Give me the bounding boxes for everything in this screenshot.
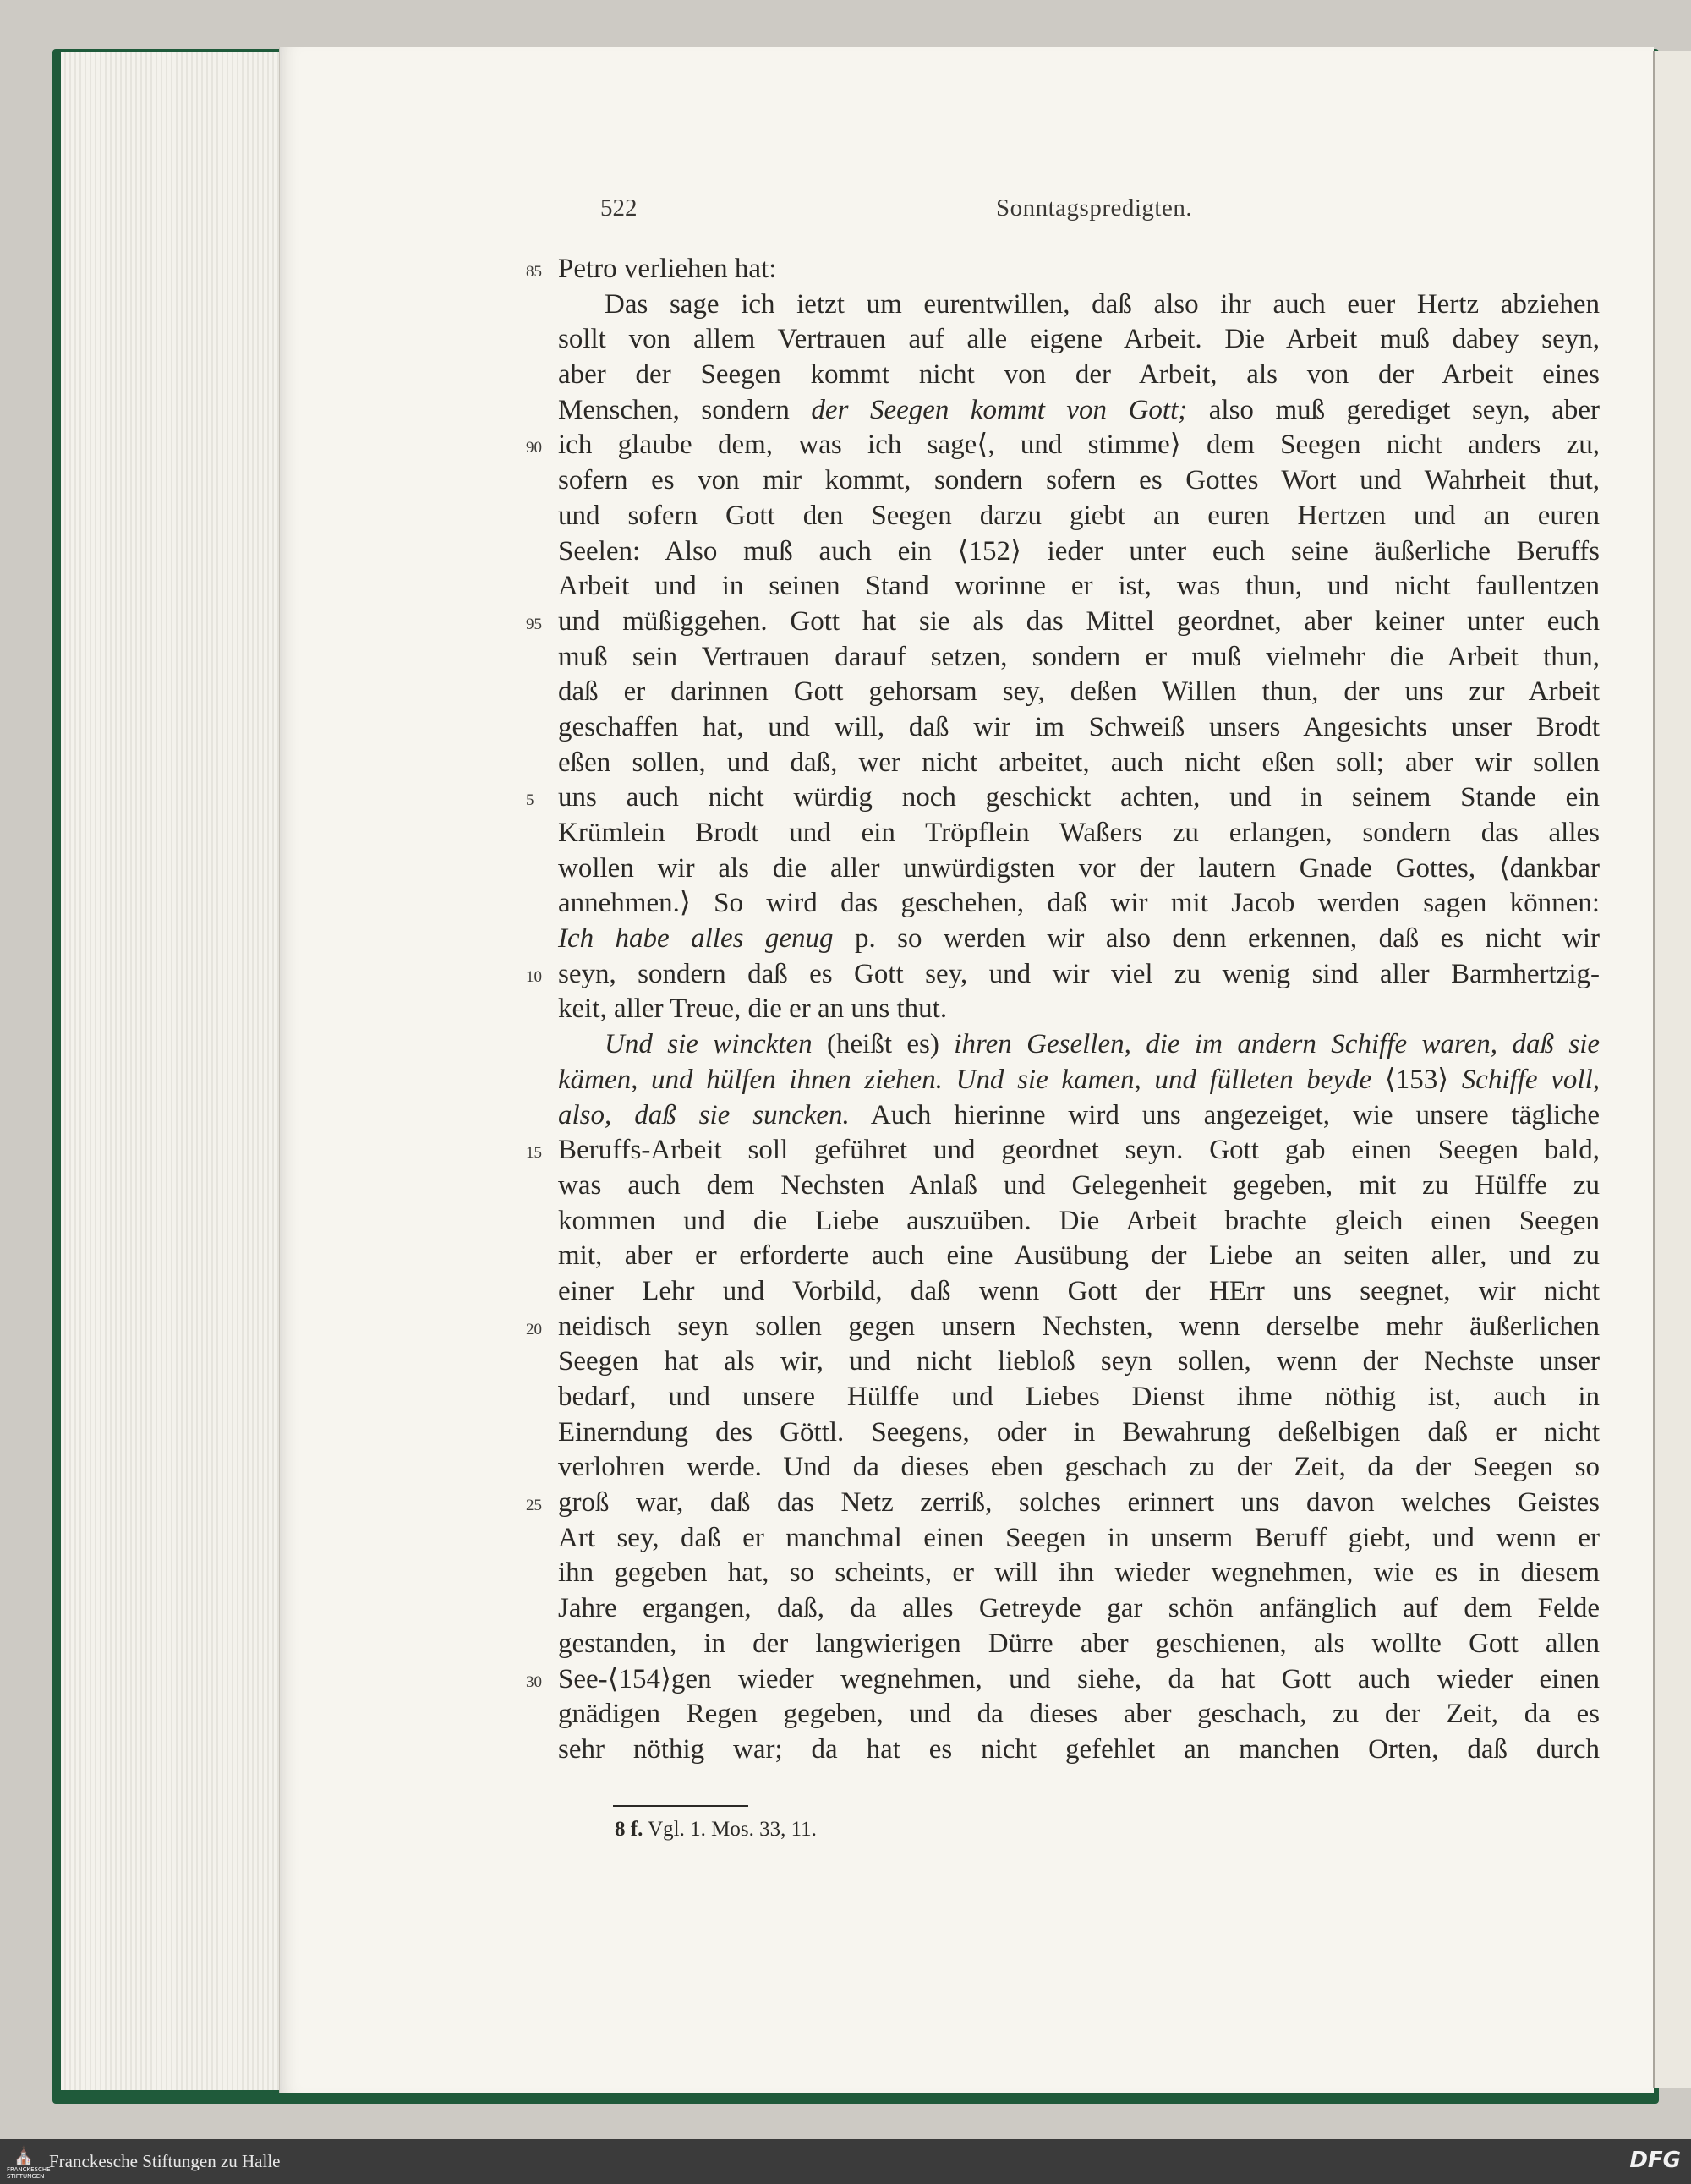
line-text	[558, 1027, 1600, 1063]
text-line	[526, 1662, 1600, 1698]
text-line	[558, 1450, 1600, 1486]
line-text: wollen wir als die aller unwürdigsten vor der lautern Gnade Gottes, ⟨dankbar	[558, 852, 1600, 884]
line-text: kommen und die Liebe auszuüben. Die Arbeit brachte gleich einen Seegen	[558, 1205, 1600, 1236]
line-number: 10	[526, 967, 542, 986]
italic-quote: Schiffe voll,	[1461, 1064, 1600, 1095]
line-text: ich glaube dem, was ich sage⟨, und stimme⟩ dem Seegen nicht anders zu,	[558, 430, 1600, 461]
text-line	[558, 1063, 1600, 1098]
line-text: groß war, daß das Netz zerriß, solches erinnert uns davon welches Geistes	[558, 1487, 1600, 1519]
text-line	[558, 816, 1600, 851]
text-line	[558, 1239, 1600, 1274]
line-text: See-⟨154⟩gen wieder wegnehmen, und siehe, da hat Gott auch wieder einen	[558, 1663, 1600, 1694]
text-line	[526, 252, 1600, 287]
line-text	[558, 393, 1600, 429]
text-line	[558, 710, 1600, 746]
italic-quote: kämen, und hülfen ihnen ziehen. Und sie kamen, und fülleten beyde	[558, 1064, 1372, 1095]
text-line	[558, 1521, 1600, 1557]
text-line	[558, 1556, 1600, 1591]
text-line	[558, 746, 1600, 781]
line-text: seyn, sondern daß es Gott sey, und wir viel zu wenig sind aller Barmhertzig-	[558, 958, 1600, 989]
text-line	[558, 287, 1600, 323]
line-number: 15	[526, 1144, 542, 1163]
text-line	[526, 428, 1600, 463]
facing-page-edge	[1653, 51, 1691, 2088]
line-text: sehr nöthig war; da hat es nicht gefehlet an manchen Orten, daß durch	[558, 1733, 1600, 1765]
text-line	[558, 1732, 1600, 1768]
text-line	[558, 1697, 1600, 1732]
line-text: Einerndung des Göttl. Seegens, oder in Bewahrung deßelbigen daß er nicht	[558, 1416, 1600, 1448]
text-line	[526, 780, 1600, 816]
body-text	[526, 252, 1601, 1768]
text-line	[558, 640, 1600, 676]
footnote-ref: 8 f.	[615, 1818, 643, 1841]
text-line	[526, 957, 1600, 993]
line-text: annehmen.⟩ So wird das geschehen, daß wir mit Jacob werden sagen können:	[558, 888, 1600, 919]
line-text: Art sey, daß er manchmal einen Seegen in unserm Beruff giebt, und wenn er	[558, 1522, 1600, 1553]
line-text: keit, aller Treue, die er an uns thut.	[558, 993, 948, 1025]
text-line	[558, 1204, 1600, 1240]
footnote-rule	[613, 1805, 748, 1807]
line-number: 30	[526, 1672, 542, 1691]
line-text: Seelen: Also muß auch ein ⟨152⟩ ieder unter euch seine äußerliche Beruffs	[558, 535, 1600, 567]
italic-quote: ihren Gesellen, die im andern Schiffe waren, daß sie	[954, 1029, 1601, 1060]
page-edges	[61, 52, 316, 2090]
line-text: mit, aber er erforderte auch eine Ausübung der Liebe an seiten aller, und zu	[558, 1240, 1600, 1272]
line-text: neidisch seyn sollen gegen unsern Nechsten, wenn derselbe mehr äußerlichen	[558, 1311, 1600, 1342]
line-text: bedarf, und unsere Hülffe und Liebes Dienst ihme nöthig ist, auch in	[558, 1382, 1600, 1412]
text-line	[526, 1486, 1600, 1521]
dfg-logo[interactable]: DFG	[1629, 2148, 1681, 2173]
page-number: 522	[600, 194, 638, 222]
text-line	[558, 992, 1600, 1027]
line-number: 5	[526, 791, 534, 810]
line-text: sollt von allem Vertrauen auf alle eigene Arbeit. Die Arbeit muß dabey seyn,	[558, 324, 1600, 355]
text-line	[526, 605, 1600, 640]
text-line	[558, 569, 1600, 605]
line-text: Krümlein Brodt und ein Tröpflein Waßers zu erlangen, sondern das alles	[558, 818, 1600, 848]
text-line	[558, 851, 1600, 887]
text-run: (heißt es)	[812, 1029, 955, 1060]
line-number: 95	[526, 615, 542, 633]
line-text: und sofern Gott den Seegen darzu giebt an euren Hertzen und an euren	[558, 500, 1600, 531]
text-line	[558, 322, 1600, 358]
text-run: ⟨153⟩	[1371, 1064, 1462, 1095]
line-number: 25	[526, 1497, 542, 1515]
line-text: uns auch nicht würdig noch geschickt achten, und in seinem Stande ein	[558, 782, 1600, 813]
text-line	[558, 1627, 1600, 1662]
text-line	[558, 1415, 1600, 1451]
running-head	[0, 194, 1691, 228]
line-text: sofern es von mir kommt, sondern sofern es Gottes Wort und Wahrheit thut,	[558, 465, 1600, 496]
line-text: Seegen hat als wir, und nicht liebloß seyn sollen, wenn der Nechste unser	[558, 1346, 1600, 1377]
italic-quote: Und sie winckten	[605, 1029, 813, 1060]
text-line	[526, 1133, 1600, 1169]
italic-quote: Ich habe alles genug	[558, 923, 834, 955]
text-line	[526, 1310, 1600, 1345]
line-text: geschaffen hat, und will, daß wir im Schweiß unsers Angesichts unser Brodt	[558, 711, 1600, 742]
text-line	[558, 1169, 1600, 1204]
line-text: Petro verliehen hat:	[558, 254, 777, 284]
line-text: Arbeit und in seinen Stand worinne er ist, was thun, und nicht faullentzen	[558, 571, 1600, 602]
text-line	[558, 1027, 1600, 1063]
text-line	[558, 1591, 1600, 1627]
text-line	[558, 675, 1600, 710]
line-number: 90	[526, 439, 542, 457]
text-line	[558, 1380, 1600, 1415]
text-run: p. so werden wir also denn erkennen, daß es nicht wir	[833, 923, 1600, 955]
line-text	[558, 1098, 1600, 1134]
text-line	[558, 922, 1600, 957]
line-text: daß er darinnen Gott gehorsam sey, deßen Willen thun, der uns zur Arbeit	[558, 676, 1600, 708]
page-title: Sonntagspredigten.	[996, 194, 1193, 222]
line-text: einer Lehr und Vorbild, daß wenn Gott der HErr uns seegnet, wir nicht	[558, 1275, 1600, 1306]
line-text	[558, 1063, 1600, 1098]
line-text: Das sage ich ietzt um eurentwillen, daß also ihr auch euer Hertz abziehen	[605, 288, 1600, 320]
text-line	[558, 463, 1600, 499]
italic-quote: also, daß sie suncken.	[558, 1099, 850, 1130]
institution-name[interactable]: Franckesche Stiftungen zu Halle	[49, 2151, 281, 2171]
italic-quote: der Seegen kommt von Gott;	[811, 394, 1188, 425]
line-text: was auch dem Nechsten Anlaß und Gelegenheit gegeben, mit zu Hülffe zu	[558, 1169, 1600, 1201]
institution-logo-text: FRANCKESCHE STIFTUNGEN	[7, 2166, 51, 2180]
line-number: 20	[526, 1320, 542, 1338]
footnote-text: Vgl. 1. Mos. 33, 11.	[643, 1818, 817, 1841]
viewer-footer-bar	[0, 2139, 1691, 2184]
text-line	[558, 1098, 1600, 1134]
line-text: gnädigen Regen gegeben, und da dieses aber geschach, zu der Zeit, da es	[558, 1699, 1600, 1730]
text-line	[558, 1274, 1600, 1310]
line-text	[558, 922, 1600, 957]
line-text: verlohren werde. Und da dieses eben geschach zu der Zeit, da der Seegen so	[558, 1452, 1600, 1483]
text-run: Menschen, sondern	[558, 394, 812, 425]
text-run: also muß gerediget seyn, aber	[1187, 394, 1601, 425]
text-line	[558, 358, 1600, 393]
text-line	[558, 393, 1600, 429]
footnote	[615, 1818, 817, 1842]
line-text: Beruffs-Arbeit soll geführet und geordnet seyn. Gott gab einen Seegen bald,	[558, 1135, 1600, 1166]
text-line	[558, 1344, 1600, 1380]
line-number: 85	[526, 263, 542, 281]
line-text: ihn gegeben hat, so scheints, er will ihn wieder wegnehmen, wie es in diesem	[558, 1557, 1600, 1589]
text-line	[558, 886, 1600, 922]
institution-logo[interactable]	[7, 2144, 51, 2180]
line-text: und müßiggehen. Gott hat sie als das Mittel geordnet, aber keiner unter euch	[558, 605, 1600, 637]
line-text: eßen sollen, und daß, wer nicht arbeitet, auch nicht eßen soll; aber wir sollen	[558, 747, 1600, 778]
line-text: aber der Seegen kommt nicht von der Arbeit, als von der Arbeit eines	[558, 359, 1600, 391]
text-line	[558, 534, 1600, 570]
line-text: Jahre ergangen, daß, da alles Getreyde gar schön anfänglich auf dem Felde	[558, 1593, 1600, 1624]
line-text: gestanden, in der langwierigen Dürre aber geschienen, als wollte Gott allen	[558, 1628, 1600, 1659]
text-run: Auch hierinne wird uns angezeiget, wie unsere tägliche	[849, 1099, 1601, 1130]
text-line	[558, 499, 1600, 534]
line-text: muß sein Vertrauen darauf setzen, sondern er muß vielmehr die Arbeit thun,	[558, 641, 1600, 672]
institution-logo-mark: ⛪	[13, 2145, 35, 2165]
